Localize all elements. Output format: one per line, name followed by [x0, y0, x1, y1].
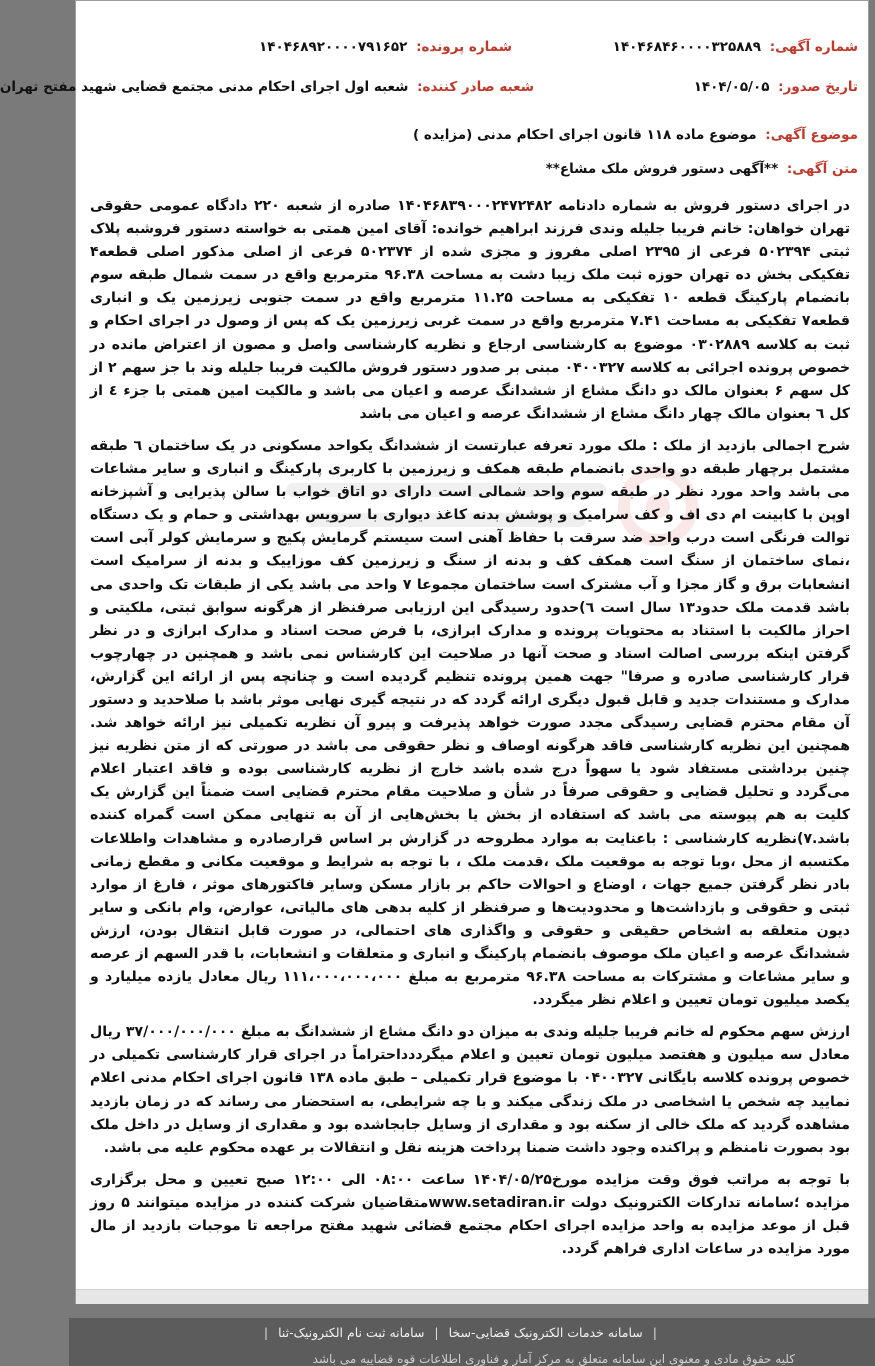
issuer-row — [0, 79, 534, 95]
subject-row — [413, 127, 858, 143]
subject-label: موضوع آگهی: — [765, 127, 858, 143]
footer-link-sana[interactable]: سامانه ثبت نام الکترونیک-ثنا — [278, 1325, 425, 1340]
ad-number-row — [613, 39, 858, 55]
issue-date-row — [694, 79, 858, 95]
case-number-label: شماره پرونده: — [416, 39, 512, 55]
issue-date-value: ۱۴۰۴/۰۵/۰۵ — [693, 79, 770, 95]
case-number-value: ۱۴۰۴۶۸۹۲۰۰۰۰۷۹۱۶۵۲ — [259, 39, 408, 55]
issuer-value: شعبه اول اجرای احکام مدنی مجتمع قضایی شهید مفتح تهران — [0, 79, 409, 95]
ad-number-value: ۱۴۰۴۶۸۴۶۰۰۰۰۳۲۵۸۸۹ — [612, 39, 761, 55]
horizontal-scrollbar[interactable] — [76, 1289, 868, 1304]
case-number-row — [259, 39, 512, 55]
ad-body — [90, 195, 850, 1270]
body-paragraph-inspection: شرح اجمالی بازدید از ملک : ملک مورد تعرفه عبارتست از ششدانگ یکواحد مسکونی در یک ساختمان ٦ طبقه مشتمل برچهار طبقه دو واحدی بانضمام طبقه همکف و زیرزمین با کاربری پارکینگ و انباری و سایر مشاعات می باشد واحد مورد نظر در طبقه سوم واحد شمالی است دارای دو اتاق خواب با سالن پذیرایی و آشپزخانه اوپن با کابینت ام دی اف و کف سرامیک و پوشش بدنه کاغذ دیواری با سرویس بهداشتی و حمام و یک دستگاه توالت فرنگی است درب واحد ضد سرقت با حفاظ آهنی است سیستم گرمایش پکیج و سرمایش کولر آبی است ،نمای ساختمان از سنگ است همکف کف و بدنه از سنگ و زیرزمین کف موزاییک و بدنه از سرامیک است انشعابات برق و گاز مجزا و آب مشترک است ساختمان مجموعا ۷ واحد می باشد یکی از طبقات تک واحدی می باشد قدمت ملک حدود۱۳ سال است ٦)حدود رسیدگی این ارزیابی صرفنظر از هرگونه سوابق ثبتی، ملکیتی و احراز مالکیت با استناد به محتویات پرونده و مدارک ابرازی، با فرض صحت اسناد و مدارک ابرازی و در نظر گرفتن اینکه بررسی اصالت اسناد و صحت آنها در صلاحیت این کارشناس نمی باشد و همچنین در چهارچوب قرار کارشناسی صادره و صرفا" جهت همین پرونده تنظیم گردیده است و چنانچه پس از ارائه این گزارش، مدارک و مستندات جدید و قابل قبول دیگری ارائه گردد که در نتیجه گیری نهایی موثر باشد با صلاحدید و دستور آن مقام محترم قضایی رسیدگی مجدد صورت خواهد پذیرفت و پیرو آن نظریه تکمیلی نیز ارائه خواهد شد. همچنین این نظریه کارشناسی فاقد هرگونه اوصاف و نظر حقوقی می باشد در صورتی که از متن نظریه نیز چنین برداشتی مستفاد شود یا سهواً درج شده باشد خارج از نظریه کارشناسی بوده و فاقد اعتبار اعلام می‌گردد و تحلیل قضایی و حقوقی صرفاً در شأن و صلاحیت مقام محترم قضایی است ضمناً این گزارش یک کلیت به هم پیوسته می باشد که استفاده از بخش یا بخش‌هایی از آن به تنهایی ممکن است گمراه کننده باشد.۷)نظریه کارشناسی : باعنایت به موارد مطروحه در گزارش بر اساس قرارصادره و مشاهدات واطلاعات مکتسبه از محل ،وبا توجه به موقعیت ملک ،قدمت ملک ، با توجه به شرایط و موقعیت مکانی و مقطع زمانی بادر نظر گرفتن جمیع جهات ، اوضاع و احوالات حاکم بر بازار مسکن وسایر فاکتورهای موثر ، فارغ از موارد ثبتی و حقوقی و بازداشت‌ها و محدودیت‌ها و صرفنظر از کلیه بدهی های مالیاتی، عوارض، وام بانکی و سایر دیون متعلقه به اشخاص حقیقی و حقوقی و واگذاری های احتمالی، در صورت قابل انتقال بودن، ارزش ششدانگ عرصه و اعیان ملک موصوف بانضمام پارکینگ و انباری و متعلقات و انشعابات، با قدر السهم از عرصه و سایر مشاعات و مشترکات به مساحت ۹۶.۳۸ مترمربع به مبلغ ۱۱۱،۰۰۰،۰۰۰،۰۰۰ ریال معادل یازده میلیارد و یکصد میلیون تومان تعیین و اعلام نظر میگردد. — [90, 437, 850, 1009]
ad-number-label: شماره آگهی: — [769, 39, 858, 55]
issue-date-label: تاریخ صدور: — [778, 79, 858, 95]
body-paragraph-auction-time: با توجه به مراتب فوق وقت مزایده مورخ۱۴۰۴/۰۵/۲۵ ساعت ۰۸:۰۰ الی ۱۲:۰۰ صبح تعیین و محل برگزاری مزایده ؛سامانه تدارکات الکترونیک دولت www.setadiran.irمتقاضیان شرکت کننده در مزایده میتوانند ۵ روز قبل از موعد مزایده به واحد مزایده اجرای احکام مجتمع قضائی شهید مفتح مراجعه تا موجبات بازدید از مال مورد مزایده در ساعات اداری فراهم گردد. — [90, 1171, 851, 1258]
footer-links — [258, 1325, 663, 1340]
footer-link-sakha[interactable]: سامانه خدمات الکترونیک قضایی-سخا — [448, 1325, 643, 1340]
ad-text-title: **آگهی دستور فروش ملک مشاع** — [545, 161, 779, 177]
footer-separator-middle: | — [434, 1325, 439, 1340]
footer-separator-left: | — [263, 1325, 269, 1340]
body-paragraph-order: در اجرای دستور فروش به شماره دادنامه ۱۴۰۴۶۸۳۹۰۰۰۲۴۷۲۴۸۲ صادره از شعبه ۲۲۰ دادگاه عمومی حقوقی تهران خواهان: خانم فریبا جلیله وندی فرزند ابراهیم خوانده: آقای امین همتی به خواسته دستور فروشبه پلاک ثبتی ۵۰۲۳۹۴ فرعی از ۲۳۹۵ اصلی مفروز و مجزی شده از ۵۰۲۳۷۴ فرعی از اصلی مذکور اصلی قطعه۴ تفکیکی بخش ده تهران حوزه ثبت ملک زیبا دشت به مساحت ۹۶.۳۸ مترمربع واقع در سمت شمال طبقه سوم بانضمام پارکینگ قطعه ۱۰ تفکیکی به مساحت ۱۱.۲۵ مترمربع واقع در سمت جنوبی زیرزمین یک و انباری قطعه۷ تفکیکی به مساحت ۷.۴۱ مترمربع واقع در سمت غربی زیرزمین یک که پس از وصول در اجرای احکام و ثبت به کلاسه ۰۳۰۲۸۸۹ موضوع به کارشناسی ارجاع و نظریه کارشناسی واصل و مصون از اعتراض مانده در خصوص پرونده اجرائی به کلاسه ۰۴۰۰۳۲۷ مبنی بر صدور دستور فروش مالکیت فریبا جلیله وند با جز سهم ۲ از کل سهم ۶ بعنوان مالک دو دانگ مشاع از ششدانگ عرصه و اعیان می باشد و مالکیت امین همتی با جزء ٤ از کل ٦ بعنوان مالک چهار دانگ مشاع از ششدانگ عرصه و اعیان می باشد — [90, 198, 851, 422]
body-paragraph-share-value: ارزش سهم محکوم له خانم فریبا جلیله وندی به میزان دو دانگ مشاع از ششدانگ به مبلغ ۳۷/۰۰۰/۰۰۰/۰۰۰ ریال معادل سه میلیون و هفتصد میلیون تومان تعیین و اعلام میگرددداحتراماً در اجرای قرار کارشناسی تکمیلی در خصوص پرونده کلاسه بایگانی ۰۴۰۰۳۲۷ با موضوع قرار تکمیلی – طبق ماده ۱۳۸ قانون اجرای احکام مدنی اعلام نمایید چه شخص یا اشخاصی در ملک زندگی میکند و با چه شرایطی، به استحضار می رساند که در زمان بازدید مشاهده گردید که ملک خالی از سکنه بود و مقداری از وسایل جابجاشده بود و مقداری از وسایل در داخل ملک بود بصورت نامنظم و پراکنده وجود داشت ضمنا پرداخت هزینه نقل و انتقالات بر عهده محکوم علیه می باشد. — [90, 1024, 850, 1156]
footer-copyright: کلیه حقوق مادی و معنوی این سامانه متعلق به مرکز آمار و فناوری اطلاعات قوه قضاییه می باشد — [312, 1352, 795, 1366]
footer-bar — [69, 1318, 875, 1366]
issuer-label: شعبه صادر کننده: — [417, 79, 534, 95]
ad-text-row — [546, 161, 858, 177]
footer-separator-right: | — [652, 1325, 657, 1340]
ad-text-label: متن آگهی: — [786, 161, 858, 177]
subject-value: موضوع ماده ۱۱۸ قانون اجرای احکام مدنی (مزایده ) — [413, 127, 757, 143]
